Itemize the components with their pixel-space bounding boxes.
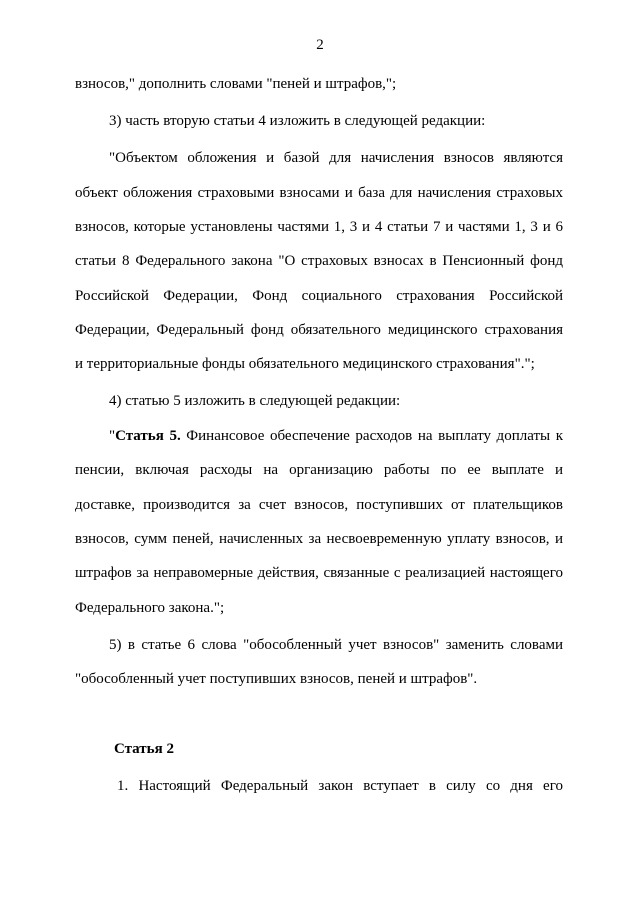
paragraph-4: 4) статью 5 изложить в следующей редакции:	[109, 393, 401, 409]
article-2-heading: Статья 2	[114, 741, 174, 757]
article-5-line: штрафов за неправомерные действия, связанные с реализацией настоящего	[75, 565, 563, 581]
article-5-text: Финансовое обеспечение расходов на выплату доплаты к	[180, 428, 563, 444]
article-5-line: взносов, сумм пеней, начисленных за несвоевременную уплату взносов, и	[75, 531, 563, 547]
article-5-title: Статья 5.	[115, 428, 181, 444]
text-line: взносов," дополнить словами "пеней и штрафов,";	[75, 76, 397, 92]
quoted-paragraph-line: статьи 8 Федерального закона "О страховых взносах в Пенсионный фонд	[75, 253, 563, 269]
quoted-paragraph-line: и территориальные фонды обязательного медицинского страхования".";	[75, 356, 535, 372]
quoted-paragraph-line: объект обложения страховыми взносами и база для начисления страховых	[75, 185, 563, 201]
article-5-line: пенсии, включая расходы на организацию работы по ее выплате и	[75, 462, 563, 478]
quoted-paragraph-line: взносов, которые установлены частями 1, 3 и 4 статьи 7 и частями 1, 3 и 6	[75, 219, 563, 235]
quoted-paragraph-line: Российской Федерации, Фонд социального страхования Российской	[75, 288, 563, 304]
paragraph-3: 3) часть вторую статьи 4 изложить в следующей редакции:	[109, 113, 486, 129]
article-5-first-line	[109, 428, 563, 445]
article-5-line: доставке, производится за счет взносов, поступивших от плательщиков	[75, 497, 563, 513]
article-5-line: Федерального закона.";	[75, 600, 225, 616]
page-number: 2	[316, 37, 324, 53]
quoted-paragraph-line: Федерации, Федеральный фонд обязательного медицинского страхования	[75, 322, 563, 338]
article-2-paragraph-1: 1. Настоящий Федеральный закон вступает в силу со дня его	[117, 778, 563, 794]
quote-mark: "	[109, 428, 116, 444]
quoted-paragraph-line: "Объектом обложения и базой для начисления взносов являются	[109, 150, 563, 166]
paragraph-5-continued: "обособленный учет поступивших взносов, пеней и штрафов".	[75, 671, 478, 687]
paragraph-5: 5) в статье 6 слова "обособленный учет взносов" заменить словами	[109, 637, 563, 653]
